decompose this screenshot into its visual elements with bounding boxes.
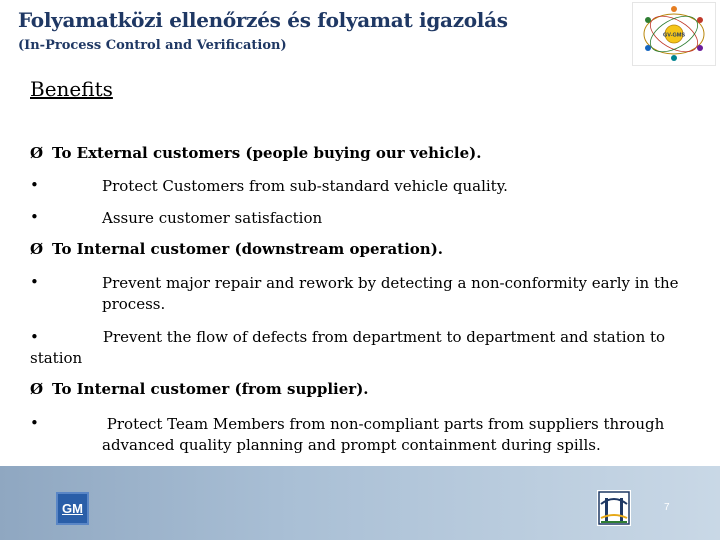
bullet-icon: • (30, 414, 39, 432)
bullet-icon: • (30, 328, 39, 346)
section-label: To External customers (people buying our vehicle). (52, 144, 482, 162)
gms-diagram-logo (632, 2, 716, 66)
bridge-logo-icon (597, 490, 631, 526)
bullet-icon: • (30, 208, 39, 226)
arrow-bullet-icon: Ø (30, 144, 44, 162)
list-item-text: Protect Customers from sub-standard vehicle quality. (102, 177, 508, 195)
benefits-heading: Benefits (30, 77, 113, 101)
section-internal-supplier (30, 380, 369, 398)
section-external-customers (30, 144, 481, 162)
section-label: To Internal customer (from supplier). (52, 380, 369, 398)
list-item-text: Assure customer satisfaction (102, 209, 323, 227)
gm-logo (56, 492, 89, 525)
arrow-bullet-icon: Ø (30, 240, 44, 258)
section-label: To Internal customer (downstream operation). (52, 240, 444, 258)
slide-subtitle: (In-Process Control and Verification) (18, 38, 287, 53)
slide-title: Folyamatközi ellenőrzés és folyamat igazolás (18, 8, 508, 32)
bullet-icon: • (30, 273, 39, 291)
list-item (30, 327, 690, 369)
arrow-bullet-icon: Ø (30, 380, 44, 398)
section-internal-downstream (30, 240, 443, 258)
bullet-icon: • (30, 176, 39, 194)
list-item-text: Prevent the flow of defects from department to department and station to station (30, 328, 666, 367)
gms-logo-text: GV-GMS (662, 32, 686, 39)
list-item-text: Protect Team Members from non-compliant parts from suppliers through advanced quality planning and prompt containment during spills. (102, 415, 670, 454)
page-number: 7 (664, 502, 670, 513)
gm-logo-text: GM (62, 501, 83, 516)
list-item-text: Prevent major repair and rework by detecting a non-conformity early in the process. (102, 274, 679, 313)
